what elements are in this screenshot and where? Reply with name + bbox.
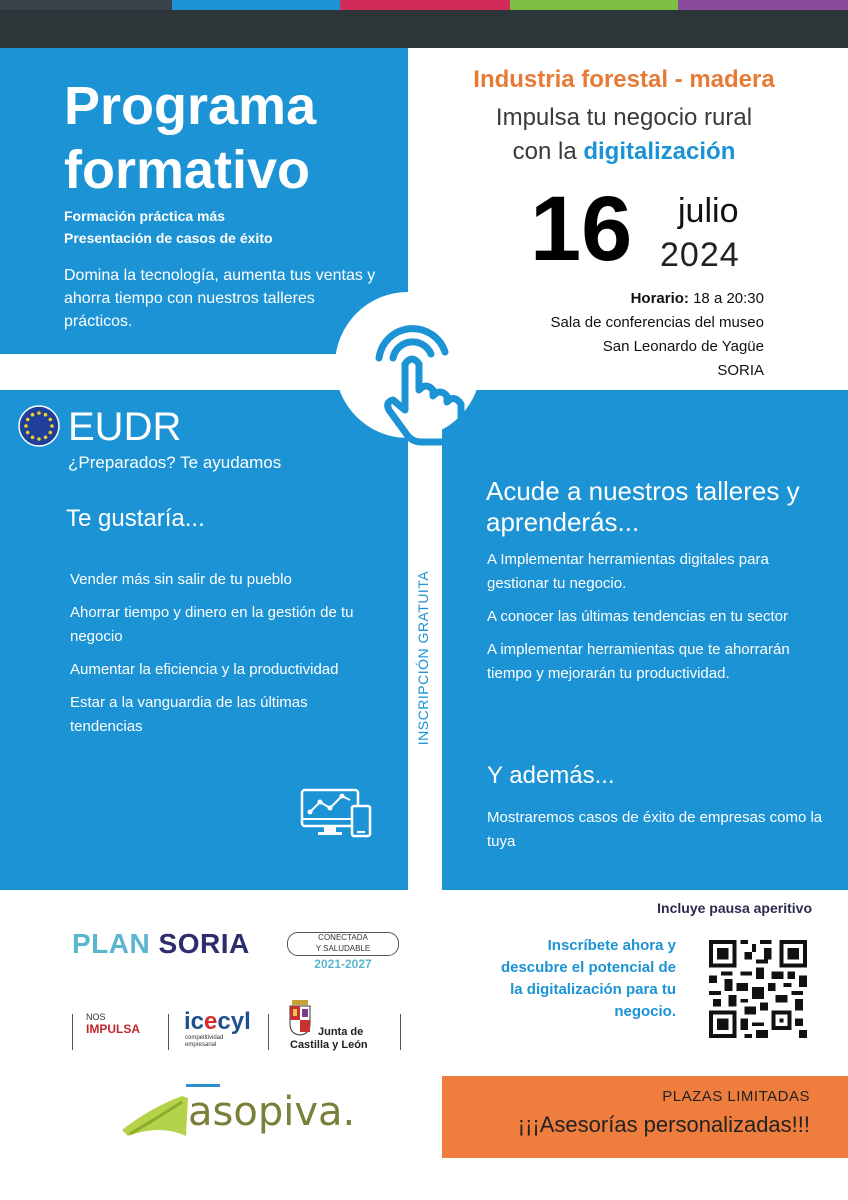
color-stripe	[172, 0, 340, 10]
plan-badge-line1: CONECTADA	[318, 933, 368, 942]
limited-places: PLAZAS LIMITADAS	[662, 1088, 810, 1105]
icecyl-logo-suffix: cyl	[217, 1008, 251, 1035]
color-stripe	[510, 0, 678, 10]
plan-badge-line2: Y SALUDABLE	[315, 944, 371, 953]
event-tagline-line1: Impulsa tu negocio rural	[495, 104, 753, 131]
logo-divider	[168, 1014, 169, 1050]
venue-line2: San Leonardo de Yagüe	[602, 338, 764, 355]
extra-heading: Y además...	[487, 762, 615, 789]
registration-cta: Inscríbete ahora y descubre el potencial de la digitalización para tu negocio.	[500, 937, 676, 1020]
color-stripe	[678, 0, 848, 10]
icecyl-logo	[184, 1008, 251, 1036]
program-title: Programa formativo	[64, 76, 317, 200]
program-subtitle-line1: Formación práctica más	[64, 208, 226, 224]
break-note: Incluye pausa aperitivo	[657, 900, 812, 916]
workshops-heading: Acude a nuestros talleres y aprenderás...	[486, 476, 800, 537]
wishes-list	[70, 568, 370, 748]
nos-impulsa-logo: IMPULSA	[86, 1022, 140, 1036]
schedule-value: 18 a 20:30	[688, 290, 764, 307]
tap-hand-icon	[363, 318, 473, 448]
icecyl-logo-mid: e	[204, 1008, 218, 1035]
program-subtitle-line2: Presentación de casos de éxito	[64, 230, 273, 246]
plan-years: 2021-2027	[314, 957, 372, 971]
workshops-list	[487, 548, 827, 695]
eudr-subtitle: ¿Preparados? Te ayudamos	[68, 453, 282, 472]
event-year: 2024	[660, 236, 740, 274]
event-topic: Industria forestal - madera	[473, 66, 775, 93]
event-tagline-highlight: digitalización	[583, 138, 736, 165]
logo-divider	[400, 1014, 401, 1050]
personal-advice: ¡¡¡Asesorías personalizadas!!!	[517, 1112, 810, 1137]
extra-text: Mostraremos casos de éxito de empresas como la tuya	[487, 809, 823, 850]
soria-word: SORIA	[158, 928, 250, 959]
eu-flag-icon	[18, 405, 60, 447]
free-registration-label: INSCRIPCIÓN GRATUITA	[415, 570, 431, 746]
nos-impulsa-logo-top: NOS	[86, 1012, 106, 1022]
list-item: Estar a la vanguardia de las últimas tendencias	[70, 694, 308, 735]
asopiva-accent	[186, 1084, 220, 1087]
event-month: julio	[678, 192, 739, 230]
screen-chart-icon	[300, 786, 374, 842]
logo-divider	[268, 1014, 269, 1050]
program-description: Domina la tecnología, aumenta tus ventas y ahorra tiempo con nuestros talleres prácticos.	[64, 267, 376, 330]
plan-soria-logo	[72, 928, 250, 960]
logo-divider	[72, 1014, 73, 1050]
event-tagline-prefix: con la	[512, 138, 584, 165]
asopiva-logo: asopiva.	[188, 1089, 356, 1135]
venue-line1: Sala de conferencias del museo	[550, 314, 764, 331]
icecyl-subtitle2: empresarial	[185, 1042, 217, 1048]
coat-of-arms-icon	[289, 1000, 311, 1036]
schedule-label: Horario:	[630, 290, 689, 307]
event-tagline-line2	[424, 138, 824, 166]
plan-word: PLAN	[72, 928, 151, 959]
list-item: Aumentar la eficiencia y la productividad	[70, 661, 339, 678]
venue-line3: SORIA	[717, 362, 764, 379]
junta-logo-line2: Castilla y León	[290, 1039, 368, 1051]
program-subtitle	[64, 205, 273, 249]
event-day: 16	[530, 178, 633, 280]
list-item: A Implementar herramientas digitales para gestionar tu negocio.	[487, 551, 769, 592]
color-stripe	[340, 0, 510, 10]
color-stripe	[0, 0, 172, 10]
list-item: Vender más sin salir de tu pueblo	[70, 571, 292, 588]
junta-logo-line1: Junta de	[318, 1026, 364, 1038]
eudr-title: EUDR	[68, 405, 182, 449]
icecyl-subtitle1: competitividad	[185, 1035, 224, 1041]
qr-code-icon[interactable]	[709, 940, 807, 1038]
list-item: Ahorrar tiempo y dinero en la gestión de tu negocio	[70, 604, 354, 645]
event-schedule	[470, 290, 764, 307]
list-item: A conocer las últimas tendencias en tu sector	[487, 608, 788, 625]
wishes-heading: Te gustaría...	[66, 505, 205, 532]
icecyl-logo-prefix: ic	[184, 1008, 205, 1035]
list-item: A implementar herramientas que te ahorrarán tiempo y mejorarán tu productividad.	[487, 641, 790, 682]
